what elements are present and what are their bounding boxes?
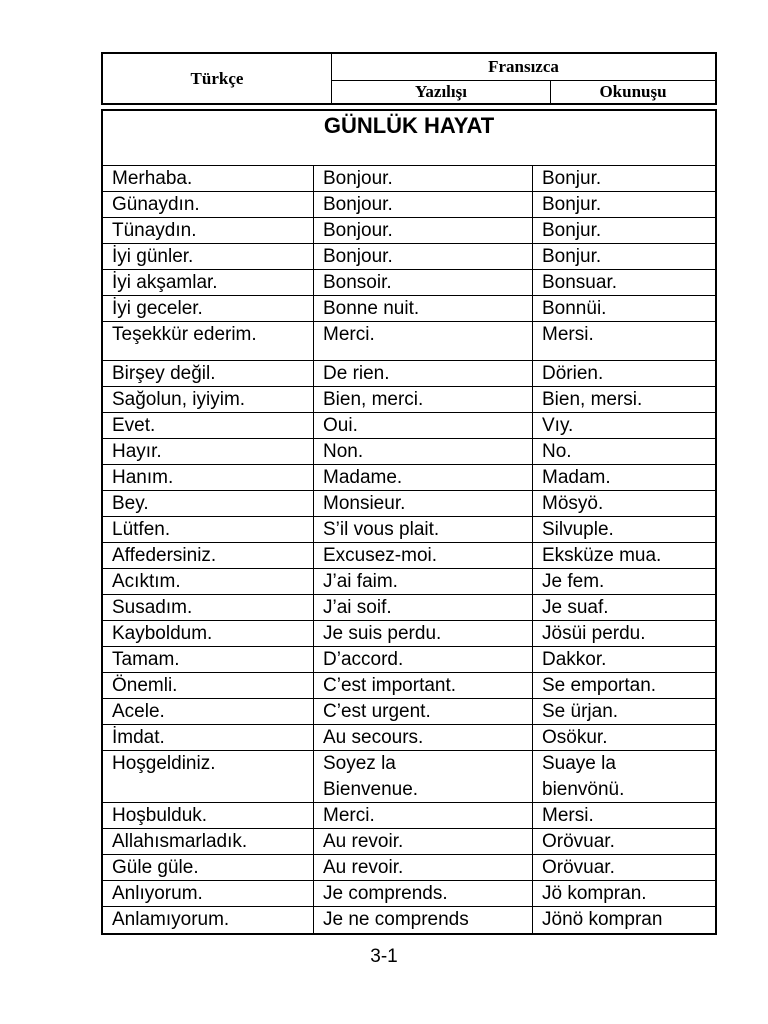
table-row: [103, 517, 715, 543]
french-cell: Au revoir.: [314, 829, 533, 854]
turkish-cell: İyi geceler.: [103, 296, 314, 321]
table-row: [103, 595, 715, 621]
pronunciation-cell: Silvuple.: [542, 519, 614, 540]
pronunciation-cell: Bonsuar.: [542, 272, 617, 293]
french-cell: J’ai faim.: [314, 569, 533, 594]
turkish-cell: Hoşgeldiniz.: [103, 751, 314, 802]
pronunciation-cell: Jö kompran.: [542, 883, 647, 904]
table-row: [103, 361, 715, 387]
french-cell: Merci.: [314, 322, 533, 360]
french-cell: D’accord.: [314, 647, 533, 672]
french-cell: J’ai soif.: [314, 595, 533, 620]
pronunciation-cell: Jösüi perdu.: [542, 623, 646, 644]
page-number: 3-1: [370, 946, 398, 967]
french-line: Soyez la: [323, 753, 396, 774]
french-cell: Je comprends.: [314, 881, 533, 906]
french-cell: Monsieur.: [314, 491, 533, 516]
table-row: [103, 322, 715, 361]
table-row: [103, 465, 715, 491]
french-cell: Bonjour.: [314, 244, 533, 269]
pronunciation-cell: Mersi.: [542, 324, 594, 345]
turkish-cell: Acıktım.: [103, 569, 314, 594]
phrase-table: [101, 109, 717, 935]
turkish-cell: Affedersiniz.: [103, 543, 314, 568]
french-cell: Non.: [314, 439, 533, 464]
table-row: [103, 569, 715, 595]
pronunciation-cell: Orövuar.: [542, 831, 615, 852]
table-row: [103, 725, 715, 751]
table-row: [103, 907, 715, 933]
pronunciation-cell: No.: [542, 441, 572, 462]
table-row: [103, 387, 715, 413]
table-row: [103, 699, 715, 725]
french-line: Bienvenue.: [323, 779, 419, 800]
pronunciation-cell: Bien, mersi.: [542, 389, 643, 410]
turkish-cell: Susadım.: [103, 595, 314, 620]
pronunciation-cell: Eksküze mua.: [542, 545, 662, 566]
french-cell: De rien.: [314, 361, 533, 386]
turkish-cell: Hanım.: [103, 465, 314, 490]
table-row: [103, 647, 715, 673]
turkish-cell: Bey.: [103, 491, 314, 516]
turkish-cell: Hayır.: [103, 439, 314, 464]
pronunciation-cell: Mösyö.: [542, 493, 604, 514]
pronunciation-cell: Mersi.: [542, 805, 594, 826]
turkish-cell: Sağolun, iyiyim.: [103, 387, 314, 412]
turkish-cell: İyi günler.: [103, 244, 314, 269]
pronunciation-cell: Orövuar.: [542, 857, 615, 878]
table-row: [103, 803, 715, 829]
french-cell: C’est urgent.: [314, 699, 533, 724]
table-row: [103, 881, 715, 907]
header-french: Fransızca: [332, 54, 715, 81]
french-cell: Bonsoir.: [314, 270, 533, 295]
table-row: [103, 166, 715, 192]
pronunciation-cell: Se ürjan.: [542, 701, 619, 722]
french-cell: Au secours.: [314, 725, 533, 750]
table-row: [103, 218, 715, 244]
pronunciation-cell: Bonjur.: [542, 168, 602, 189]
turkish-cell: Kayboldum.: [103, 621, 314, 646]
turkish-cell: Tünaydın.: [103, 218, 314, 243]
french-cell: Je ne comprends: [314, 907, 533, 933]
pronunciation-cell: Dakkor.: [542, 649, 607, 670]
section-title: GÜNLÜK HAYAT: [103, 111, 715, 166]
turkish-cell: Günaydın.: [103, 192, 314, 217]
pronunciation-cell: Bonjur.: [542, 246, 602, 267]
table-row: [103, 621, 715, 647]
french-cell: [314, 751, 533, 802]
turkish-cell: İyi akşamlar.: [103, 270, 314, 295]
pronunciation-line: bienvönü.: [542, 779, 625, 800]
header-turkish: Türkçe: [103, 54, 332, 103]
turkish-cell: Önemli.: [103, 673, 314, 698]
pronunciation-cell: Jönö kompran: [542, 909, 663, 930]
column-header: [101, 52, 717, 105]
french-cell: S’il vous plait.: [314, 517, 533, 542]
turkish-cell: Tamam.: [103, 647, 314, 672]
french-cell: C’est important.: [314, 673, 533, 698]
pronunciation-cell: Se emportan.: [542, 675, 657, 696]
pronunciation-cell: Bonjur.: [542, 220, 602, 241]
pronunciation-cell: Je fem.: [542, 571, 605, 592]
pronunciation-cell: Dörien.: [542, 363, 604, 384]
turkish-cell: Hoşbulduk.: [103, 803, 314, 828]
table-row: [103, 673, 715, 699]
table-row: [103, 270, 715, 296]
pronunciation-cell: Vıy.: [542, 415, 574, 436]
pronunciation-cell: Bonnüi.: [542, 298, 607, 319]
pronunciation-cell: Osökur.: [542, 727, 608, 748]
table-row: [103, 244, 715, 270]
table-row: [103, 829, 715, 855]
french-cell: Bonjour.: [314, 166, 533, 191]
pronunciation-cell: Madam.: [542, 467, 611, 488]
table-row: [103, 192, 715, 218]
french-cell: Bien, merci.: [314, 387, 533, 412]
french-cell: Bonne nuit.: [314, 296, 533, 321]
french-cell: Je suis perdu.: [314, 621, 533, 646]
pronunciation-cell: [533, 751, 715, 802]
header-spelling: Yazılışı: [332, 81, 551, 103]
table-row: [103, 491, 715, 517]
turkish-cell: Lütfen.: [103, 517, 314, 542]
header-pronunciation: Okunuşu: [599, 82, 667, 101]
turkish-cell: Güle güle.: [103, 855, 314, 880]
table-row: [103, 751, 715, 803]
french-cell: Au revoir.: [314, 855, 533, 880]
turkish-cell: Evet.: [103, 413, 314, 438]
table-row: [103, 439, 715, 465]
french-cell: Bonjour.: [314, 192, 533, 217]
french-cell: Oui.: [314, 413, 533, 438]
pronunciation-line: Suaye la: [542, 753, 616, 774]
turkish-cell: Birşey değil.: [103, 361, 314, 386]
pronunciation-cell: Bonjur.: [542, 194, 602, 215]
table-row: [103, 855, 715, 881]
turkish-cell: Allahısmarladık.: [103, 829, 314, 854]
french-cell: Bonjour.: [314, 218, 533, 243]
french-cell: Excusez-moi.: [314, 543, 533, 568]
turkish-cell: Anlıyorum.: [103, 881, 314, 906]
table-row: [103, 413, 715, 439]
french-cell: Merci.: [314, 803, 533, 828]
table-row: [103, 296, 715, 322]
turkish-cell: Anlamıyorum.: [103, 907, 314, 933]
french-cell: Madame.: [314, 465, 533, 490]
table-row: [103, 543, 715, 569]
turkish-cell: Acele.: [103, 699, 314, 724]
pronunciation-cell: Je suaf.: [542, 597, 609, 618]
turkish-cell: Teşekkür ederim.: [103, 322, 314, 360]
turkish-cell: İmdat.: [103, 725, 314, 750]
turkish-cell: Merhaba.: [103, 166, 314, 191]
